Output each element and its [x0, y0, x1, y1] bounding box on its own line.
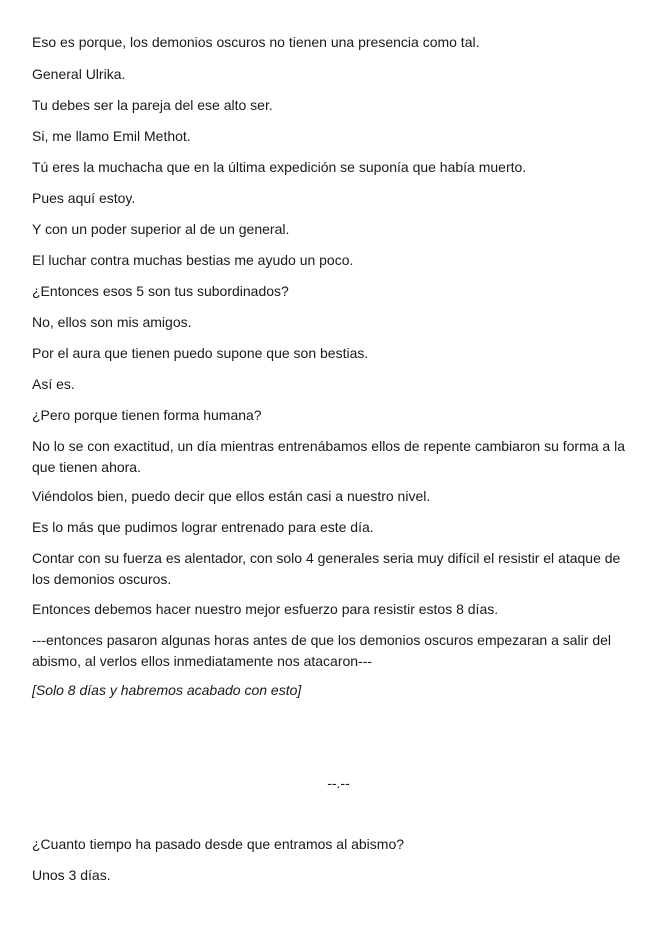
italic-thought: [Solo 8 días y habremos acabado con esto]: [32, 682, 302, 698]
paragraph: Y con un poder superior al de un general.: [32, 221, 290, 237]
paragraph: Entonces debemos hacer nuestro mejor esfuerzo para resistir estos 8 días.: [32, 601, 499, 617]
paragraph: ¿Cuanto tiempo ha pasado desde que entramos al abismo?: [32, 836, 405, 852]
paragraph: No lo se con exactitud, un día mientras entrenábamos ellos de repente cambiaron su forma a la que tienen ahora.: [32, 438, 625, 475]
paragraph: Viéndolos bien, puedo decir que ellos están casi a nuestro nivel.: [32, 488, 431, 504]
paragraph: Pues aquí estoy.: [32, 190, 136, 206]
paragraph: Tú eres la muchacha que en la última expedición se suponía que había muerto.: [32, 159, 527, 175]
scene-separator: --.--: [327, 775, 350, 791]
paragraph: Así es.: [32, 376, 75, 392]
paragraph: Unos 3 días.: [32, 867, 111, 883]
paragraph: Eso es porque, los demonios oscuros no tienen una presencia como tal.: [32, 34, 480, 50]
paragraph: ¿Pero porque tienen forma humana?: [32, 407, 262, 423]
paragraph: General Ulrika.: [32, 66, 126, 82]
paragraph: Es lo más que pudimos lograr entrenado para este día.: [32, 519, 374, 535]
paragraph: Contar con su fuerza es alentador, con solo 4 generales seria muy difícil el resistir el ataque de los demonios oscuros.: [32, 550, 621, 587]
paragraph: ¿Entonces esos 5 son tus subordinados?: [32, 283, 289, 299]
paragraph: El luchar contra muchas bestias me ayudo un poco.: [32, 252, 354, 268]
paragraph: Por el aura que tienen puedo supone que son bestias.: [32, 345, 369, 361]
paragraph: ---entonces pasaron algunas horas antes de que los demonios oscuros empezaran a salir del abismo, al verlos ellos inmediatamente nos atacaron---: [32, 632, 612, 669]
paragraph: No, ellos son mis amigos.: [32, 314, 192, 330]
paragraph: Si, me llamo Emil Methot.: [32, 128, 191, 144]
paragraph: Tu debes ser la pareja del ese alto ser.: [32, 97, 273, 113]
